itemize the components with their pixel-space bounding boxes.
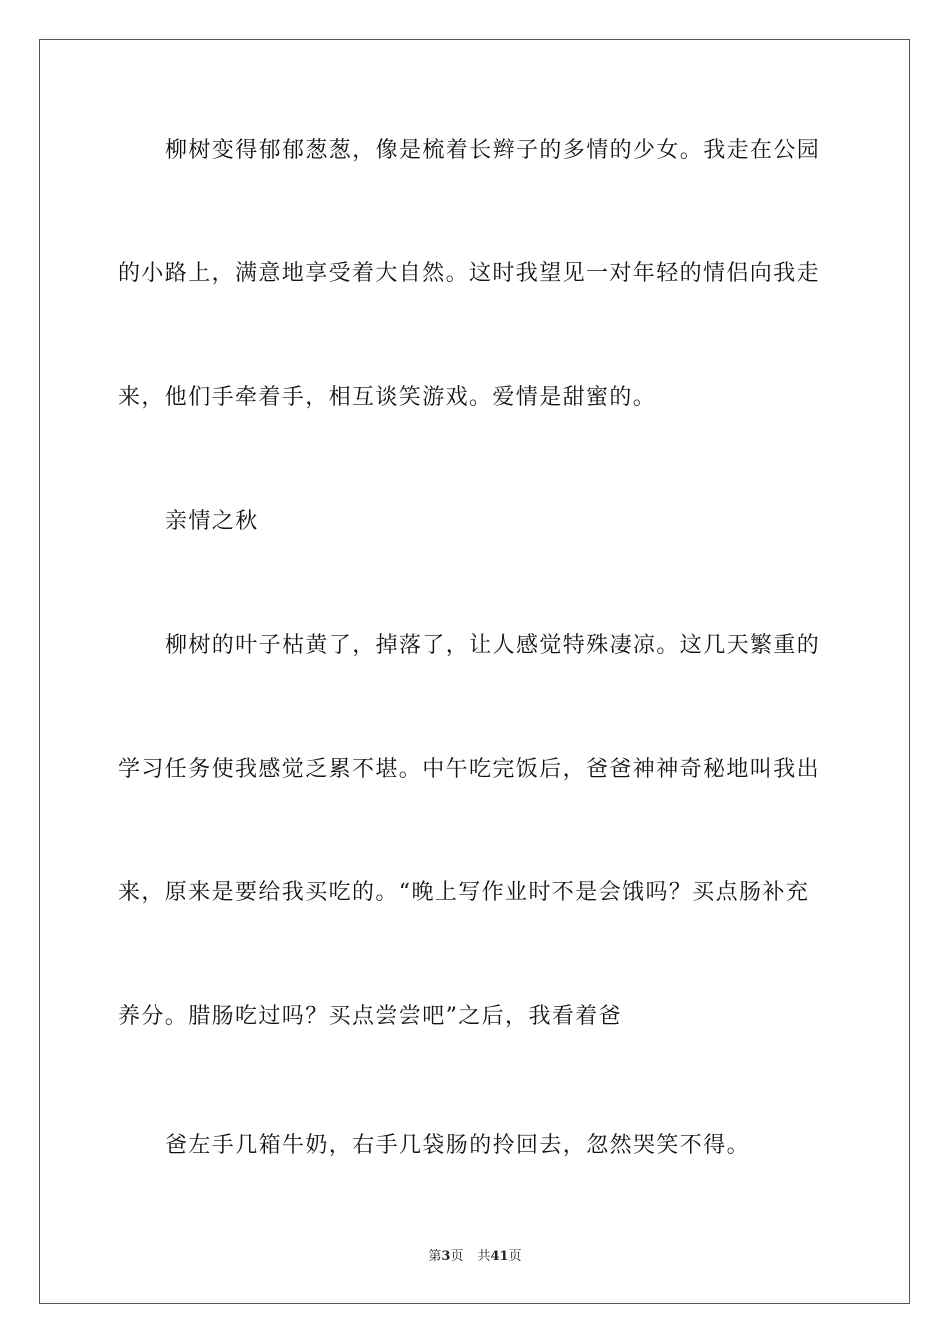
- paragraph-2-line-3: 来，原来是要给我买吃的。“晚上写作业时不是会饿吗？买点肠补充: [118, 880, 810, 905]
- paragraph-2-line-4: 养分。腊肠吃过吗？买点尝尝吧”之后，我看着爸: [118, 1004, 623, 1029]
- page-border: [39, 39, 910, 1304]
- total-pages-number: 41: [490, 1249, 509, 1264]
- total-suffix: 页: [508, 1249, 522, 1264]
- page-footer: [0, 1248, 950, 1266]
- paragraph-1-line-3: 来，他们手牵着手，相互谈笑游戏。爱情是甜蜜的。: [118, 385, 657, 410]
- paragraph-3-line-1: 爸左手几箱牛奶，右手几袋肠的拎回去，忽然哭笑不得。: [165, 1133, 751, 1158]
- paragraph-2-line-1: 柳树的叶子枯黄了，掉落了，让人感觉特殊凄凉。这几天繁重的: [165, 633, 821, 658]
- page-suffix: 页: [450, 1249, 464, 1264]
- paragraph-2-line-2: 学习任务使我感觉乏累不堪。中午吃完饭后，爸爸神神奇秘地叫我出: [118, 757, 821, 782]
- paragraph-1-line-1: 柳树变得郁郁葱葱，像是梳着长辫子的多情的少女。我走在公园: [165, 138, 821, 163]
- total-prefix: 共: [477, 1249, 491, 1264]
- paragraph-1-line-2: 的小路上，满意地享受着大自然。这时我望见一对年轻的情侣向我走: [118, 261, 821, 286]
- current-page-number: 3: [441, 1249, 451, 1264]
- page-prefix: 第: [428, 1249, 442, 1264]
- section-heading: 亲情之秋: [165, 509, 259, 534]
